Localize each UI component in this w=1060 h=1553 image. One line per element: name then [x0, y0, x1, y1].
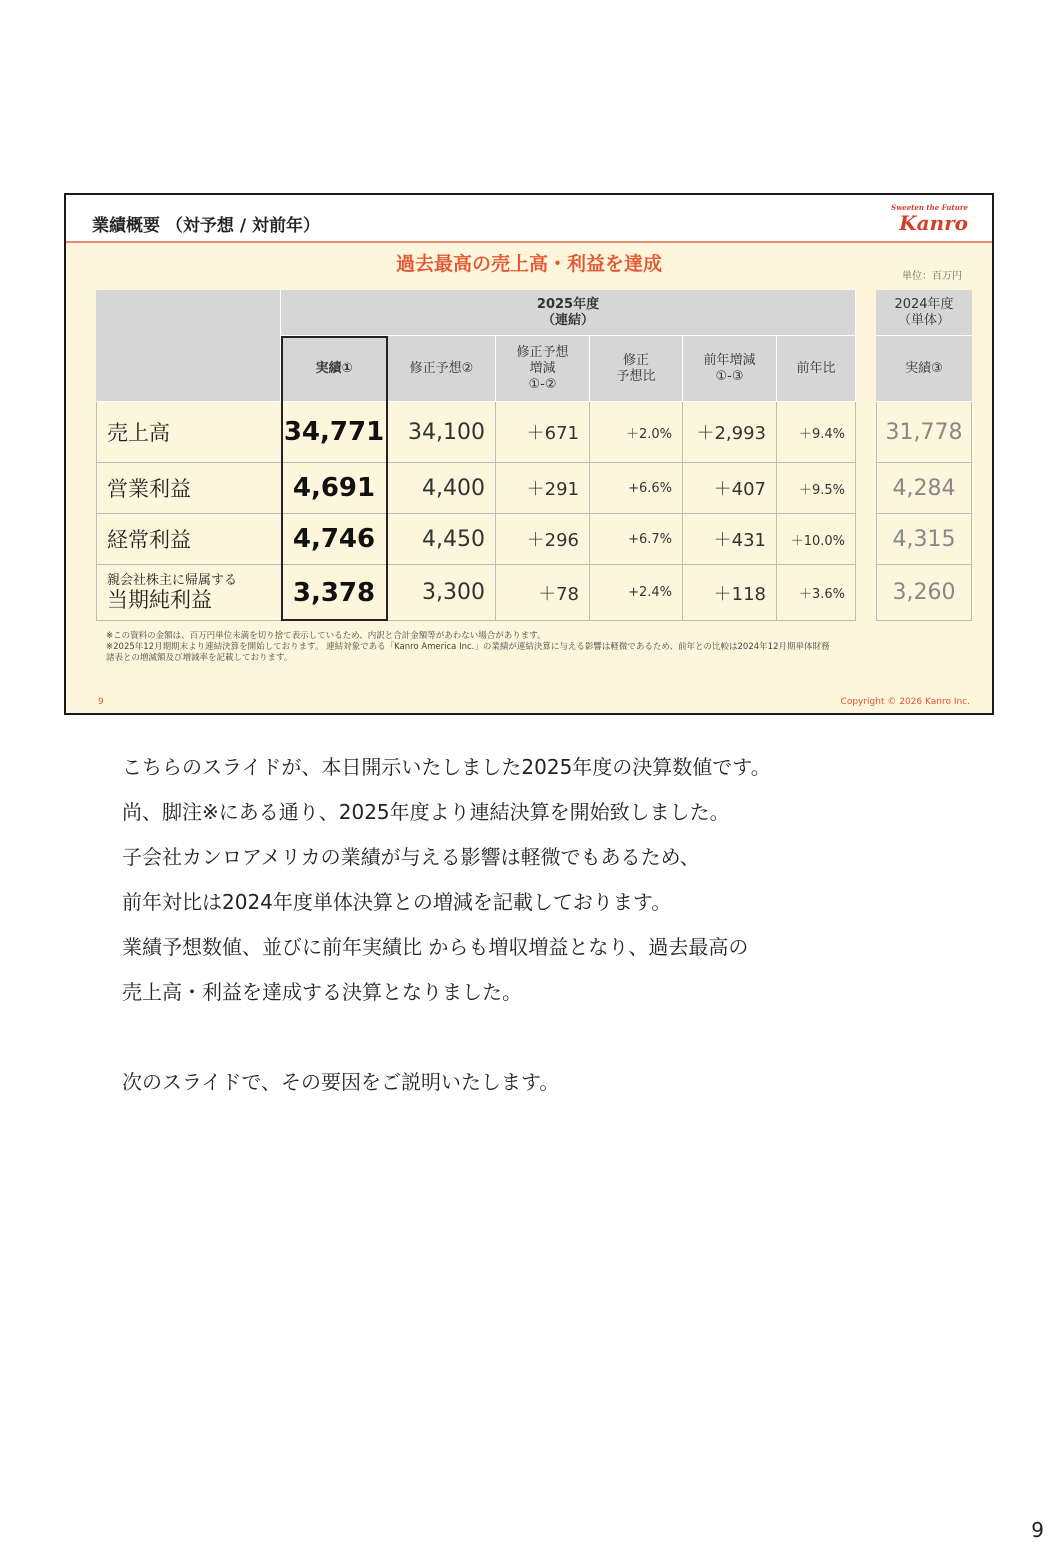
cell-ord-diff-forecast: ＋296 — [496, 514, 590, 565]
row-label-sales: 売上高 — [96, 402, 281, 463]
header-diff-prev-line1: 前年増減 — [703, 352, 756, 368]
cell-net-diff-forecast: ＋78 — [496, 565, 590, 621]
cell-net-revised: 3,300 — [388, 565, 496, 621]
header-group-2025 — [281, 290, 856, 336]
cell-net-ratio-forecast: +2.4% — [590, 565, 683, 621]
cell-net-diff-prev: ＋118 — [683, 565, 777, 621]
cell-op-ratio-prev: ＋9.5% — [777, 463, 856, 514]
header-group-2025-type: （連結） — [541, 312, 594, 328]
cell-ord-actual: 4,746 — [281, 514, 388, 565]
cell-ord-revised: 4,450 — [388, 514, 496, 565]
header-diff-forecast — [496, 336, 590, 402]
header-diff-forecast-line2: 増減 — [529, 360, 556, 376]
cell-op-diff-forecast: ＋291 — [496, 463, 590, 514]
paragraph-gap — [122, 1015, 942, 1060]
cell-op-actual: 4,691 — [281, 463, 388, 514]
header-ratio-prev: 前年比 — [777, 336, 856, 402]
header-ratio-forecast — [590, 336, 683, 402]
cell-op-diff-prev: ＋407 — [683, 463, 777, 514]
unit-label: 単位：百万円 — [902, 271, 962, 282]
row-label-net-income — [96, 565, 281, 621]
cell-sales-diff-forecast: ＋671 — [496, 402, 590, 463]
note-line-5: 業績予想数値、並びに前年実績比 からも増収増益となり、過去最高の — [122, 935, 749, 959]
note-line-6: 売上高・利益を達成する決算となりました。 — [122, 980, 522, 1004]
cell-op-2024: 4,284 — [876, 463, 972, 514]
header-group-2024 — [876, 290, 972, 336]
cell-op-revised: 4,400 — [388, 463, 496, 514]
header-diff-prev-line2: ①-③ — [715, 368, 744, 384]
cell-sales-2024: 31,778 — [876, 402, 972, 463]
footnote-2: ※2025年12月期期末より連結決算を開始しております。 連結対象である「Kanro America Inc.」の業績が連結決算に与える影響は軽微であるため、前年との比較は2024年12月期単体財務 — [106, 642, 830, 652]
header-diff-prev — [683, 336, 777, 402]
footnote-1: ※この資料の金額は、百万円単位未満を切り捨て表示しているため、内訳と合計金額等があわない場合があります。 — [106, 631, 546, 641]
cell-ord-diff-prev: ＋431 — [683, 514, 777, 565]
header-diff-forecast-line3: ①-② — [528, 376, 557, 392]
header-diff-forecast-line1: 修正予想 — [516, 344, 569, 360]
logo-tagline: Sweeten the Future — [891, 203, 968, 212]
cell-ord-ratio-prev: ＋10.0% — [777, 514, 856, 565]
kanro-logo — [891, 203, 968, 234]
headline: 過去最高の売上高・利益を達成 — [395, 253, 662, 275]
note-line-1: こちらのスライドが、本日開示いたしました2025年度の決算数値です。 — [122, 755, 771, 779]
copyright: Copyright © 2026 Kanro Inc. — [840, 697, 970, 707]
cell-net-2024: 3,260 — [876, 565, 972, 621]
cell-sales-diff-prev: ＋2,993 — [683, 402, 777, 463]
note-line-2: 尚、脚注※にある通り、2025年度より連結決算を開始致しました。 — [122, 800, 730, 824]
footnotes — [106, 631, 966, 664]
header-actual: 実績① — [281, 336, 388, 402]
note-line-3: 子会社カンロアメリカの業績が与える影響は軽微でもあるため、 — [122, 845, 700, 869]
cell-sales-ratio-prev: ＋9.4% — [777, 402, 856, 463]
cell-ord-ratio-forecast: +6.7% — [590, 514, 683, 565]
page-number: 9 — [1031, 1518, 1044, 1542]
footnote-3: 諸表との増減額及び増減率を記載しております。 — [106, 653, 293, 663]
header-group-2025-year: 2025年度 — [536, 296, 600, 312]
cell-op-ratio-forecast: +6.6% — [590, 463, 683, 514]
cell-sales-actual: 34,771 — [281, 402, 388, 463]
header-revised: 修正予想② — [388, 336, 496, 402]
note-line-8: 次のスライドで、その要因をご説明いたします。 — [122, 1070, 560, 1094]
header-ratio-forecast-line1: 修正 — [622, 352, 649, 368]
row-label-net-income-prefix: 親会社株主に帰属する — [107, 573, 238, 588]
cell-ord-2024: 4,315 — [876, 514, 972, 565]
slide-title: 業績概要 （対予想 / 対前年） — [92, 216, 320, 236]
slide — [64, 193, 994, 715]
row-label-net-income-main: 当期純利益 — [107, 588, 212, 612]
speaker-notes — [122, 745, 942, 1105]
slide-header — [66, 195, 992, 243]
header-ratio-forecast-line2: 予想比 — [616, 368, 656, 384]
note-line-4: 前年対比は2024年度単体決算との増減を記載しております。 — [122, 890, 672, 914]
slide-page-number: 9 — [98, 697, 104, 707]
cell-net-actual: 3,378 — [281, 565, 388, 621]
row-label-operating-profit: 営業利益 — [96, 463, 281, 514]
cell-sales-ratio-forecast: ＋2.0% — [590, 402, 683, 463]
cell-net-ratio-prev: ＋3.6% — [777, 565, 856, 621]
logo-name: Kanro — [899, 211, 968, 235]
header-group-2024-year: 2024年度 — [894, 296, 954, 312]
row-label-ordinary-profit: 経常利益 — [96, 514, 281, 565]
cell-sales-revised: 34,100 — [388, 402, 496, 463]
header-corner — [96, 290, 281, 402]
header-2024-actual: 実績③ — [876, 336, 972, 402]
header-group-2024-type: （単体） — [897, 312, 950, 328]
